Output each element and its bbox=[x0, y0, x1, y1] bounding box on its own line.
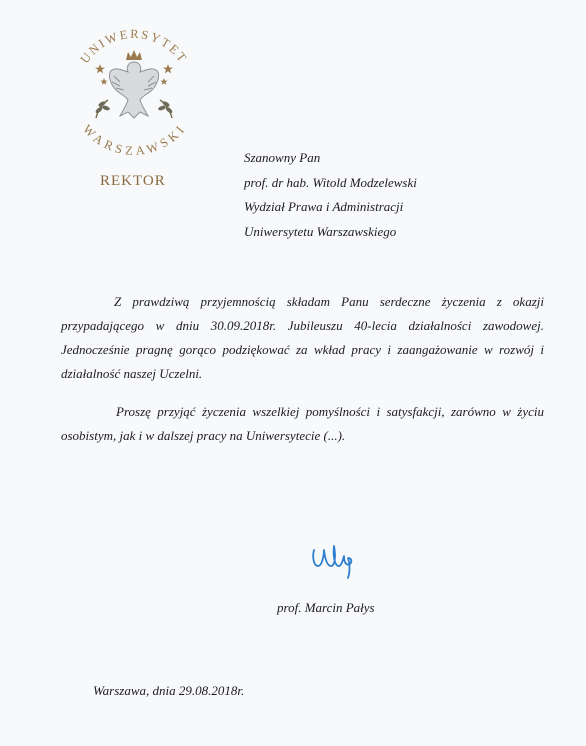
svg-text:WARSZAWSKI: WARSZAWSKI bbox=[80, 121, 189, 158]
signer-name: prof. Marcin Pałys bbox=[277, 600, 375, 615]
handwritten-signature bbox=[308, 540, 366, 580]
body-paragraph-1: Z prawdziwą przyjemnością składam Panu serdeczne życzenia z okazji przypadającego w dniu 30.09.2018r. Jubileuszu 40-lecia działalności zawodowej. Jednocześnie pragnę gorąco podziękować za wkład pracy i zaangażowanie w rozwój i działalność naszej Uczelni. bbox=[61, 294, 544, 381]
eagle-emblem-icon bbox=[64, 22, 204, 162]
addressee-university: Uniwersytetu Warszawskiego bbox=[244, 223, 397, 239]
place-and-date: Warszawa, dnia 29.08.2018r. bbox=[93, 683, 245, 698]
svg-text:UNIWERSYTET: UNIWERSYTET bbox=[77, 26, 191, 66]
signature-icon bbox=[308, 540, 366, 580]
letterhead-title: REKTOR bbox=[100, 173, 166, 189]
addressee-faculty: Wydział Prawa i Administracji bbox=[244, 199, 404, 214]
addressee-block bbox=[244, 146, 417, 244]
body-paragraph-2: Proszę przyjąć życzenia wszelkiej pomyślności i satysfakcji, zarówno w życiu osobistym, jak i w dalszej pracy na Uniwersytecie (...). bbox=[61, 404, 544, 443]
university-crest bbox=[64, 22, 204, 162]
addressee-salutation: Szanowny Pan bbox=[244, 150, 321, 165]
addressee-name: prof. dr hab. Witold Modzelewski bbox=[244, 174, 417, 190]
